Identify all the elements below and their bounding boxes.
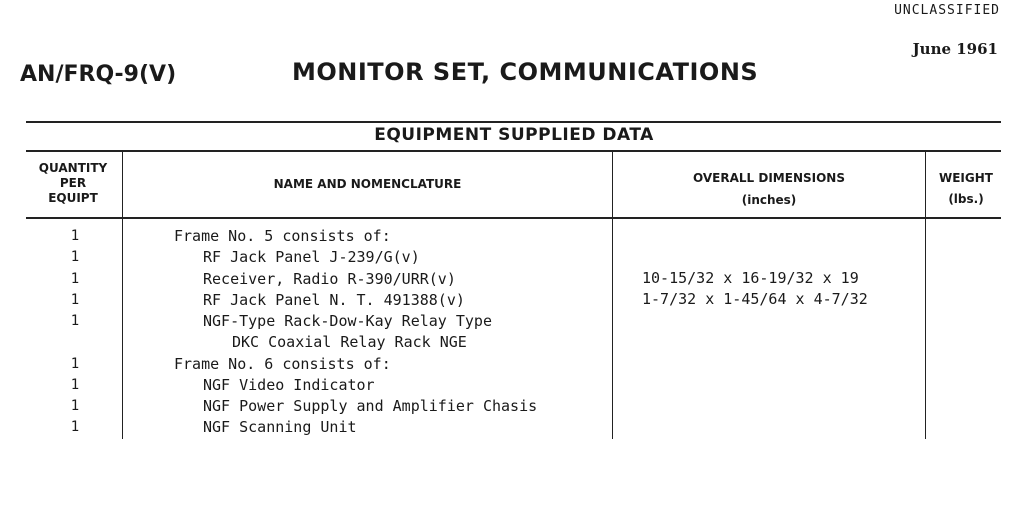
- item-name-continuation: DKC Coaxial Relay Rack NGE: [232, 333, 467, 352]
- quantity-column: [40, 226, 110, 439]
- weight-header-line: (lbs.): [948, 192, 984, 206]
- frame-heading: Frame No. 6 consists of:: [174, 354, 391, 373]
- document-date: June 1961: [912, 40, 998, 58]
- quantity-cell: 1: [70, 398, 80, 414]
- quantity-cell: [40, 332, 110, 353]
- item-name: RF Jack Panel N. T. 491388(v): [203, 290, 465, 309]
- dimensions-column: [642, 268, 922, 311]
- equipment-id: AN/FRQ-9(V): [20, 62, 177, 87]
- quantity-header-line: PER: [59, 176, 87, 190]
- dimensions-cell: 10-15/32 x 16-19/32 x 19: [642, 269, 859, 287]
- table-top-rule: [26, 121, 1001, 123]
- header-bottom-rule: [26, 217, 1001, 219]
- dimensions-header-line: OVERALL DIMENSIONS: [693, 171, 845, 185]
- name-column: [174, 226, 614, 439]
- dimensions-header-line: (inches): [741, 193, 797, 207]
- name-column-header: NAME AND NOMENCLATURE: [273, 177, 462, 191]
- item-name: RF Jack Panel J-239/G(v): [203, 248, 420, 267]
- dimensions-cell: 1-7/32 x 1-45/64 x 4-7/32: [642, 290, 868, 309]
- item-name: NGF Scanning Unit: [203, 418, 357, 437]
- weight-header-line: WEIGHT: [939, 171, 993, 185]
- quantity-cell: 1: [70, 313, 80, 329]
- weight-column-header: [926, 168, 1006, 210]
- document-title: MONITOR SET, COMMUNICATIONS: [292, 58, 759, 86]
- section-title-rule: [26, 150, 1001, 152]
- dimensions-column-header: [613, 167, 925, 211]
- item-name: NGF Video Indicator: [203, 375, 375, 394]
- section-title: EQUIPMENT SUPPLIED DATA: [374, 125, 654, 145]
- quantity-cell: 1: [70, 419, 80, 436]
- quantity-cell: 1: [70, 228, 80, 244]
- item-name: NGF-Type Rack-Dow-Kay Relay Type: [203, 312, 492, 330]
- quantity-cell: 1: [70, 291, 80, 308]
- quantity-cell: 1: [70, 355, 80, 372]
- quantity-cell: 1: [70, 270, 80, 287]
- item-name: NGF Power Supply and Amplifier Chasis: [203, 397, 538, 415]
- quantity-column-header: [24, 161, 122, 206]
- item-name: Receiver, Radio R-390/URR(v): [203, 269, 456, 288]
- column-divider-quantity: [122, 151, 123, 439]
- quantity-cell: 1: [70, 249, 80, 266]
- quantity-header-line: EQUIPT: [48, 191, 98, 205]
- frame-heading: Frame No. 5 consists of:: [174, 227, 391, 245]
- classification-marking: UNCLASSIFIED: [894, 3, 1000, 18]
- quantity-cell: 1: [70, 376, 80, 393]
- quantity-header-line: QUANTITY: [38, 161, 108, 175]
